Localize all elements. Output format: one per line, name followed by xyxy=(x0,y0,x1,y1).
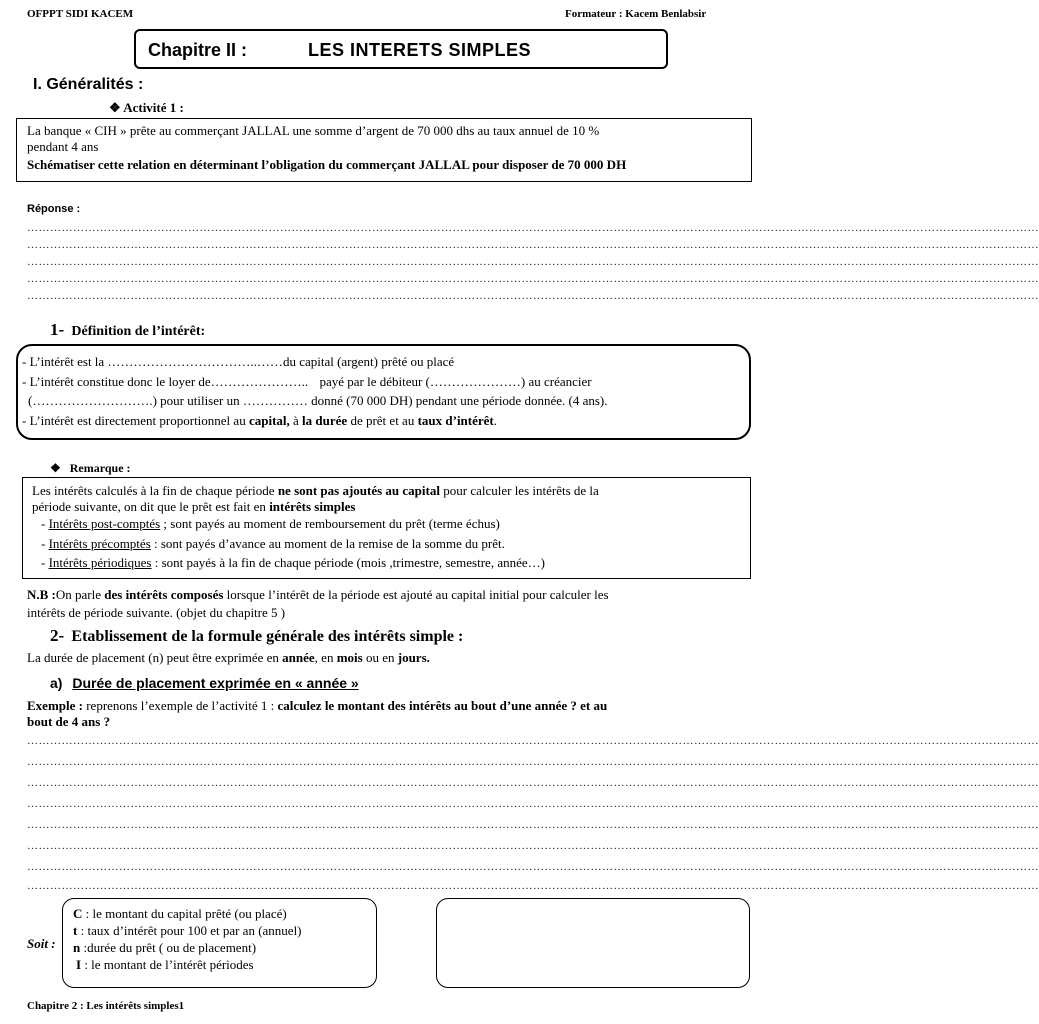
soit-n xyxy=(73,940,256,956)
exemple-dots-3: ………………………………………………………………………………………………………………………………………………………………………………………………………………………………………… xyxy=(27,777,1039,789)
remarque-label: Remarque : xyxy=(69,461,131,475)
remarque-item-periodiques: - Intérêts périodiques : sont payés à la fin de chaque période (mois ,trimestre, semestre, année…) xyxy=(41,555,545,570)
reponse-dots-5: ………………………………………………………………………………………………………………………………………………………………………………………………………………………………………… xyxy=(27,290,1039,302)
definition-line-1 xyxy=(22,354,454,370)
remarque-item2-desc: : sont payés d’avance au moment de la remise de la somme du prêt. xyxy=(150,536,505,551)
soit-i xyxy=(76,957,254,973)
exemple-dots-5: ………………………………………………………………………………………………………………………………………………………………………………………………………………………………………… xyxy=(27,819,1039,831)
section2-title: Etablissement de la formule générale des intérêts simple xyxy=(71,628,455,645)
subsection-a-heading xyxy=(50,675,359,691)
exemple-dots-6: ………………………………………………………………………………………………………………………………………………………………………………………………………………………………………… xyxy=(27,840,1039,852)
activite-heading xyxy=(109,100,184,116)
section2-p-jours: jours. xyxy=(397,650,430,665)
remarque-p2-a: période suivante, on dit que le prêt est fait en xyxy=(32,499,270,514)
definition-l4-taux: taux d’intérêt xyxy=(417,413,494,428)
definition-l4-e: de prêt et au xyxy=(347,413,418,428)
section2-paragraph xyxy=(27,650,430,666)
exemple-dots-2: ………………………………………………………………………………………………………………………………………………………………………………………………………………………………………… xyxy=(27,756,1039,768)
definition-box xyxy=(16,344,751,440)
definition-line-2 xyxy=(22,374,592,390)
soit-i-text: : le montant de l’intérêt périodes xyxy=(81,957,254,972)
definition-title: Définition de l’intérêt: xyxy=(71,324,206,339)
remarque-p2 xyxy=(32,499,355,515)
exemple-line-1 xyxy=(27,698,607,714)
remarque-item3-term: Intérêts périodiques xyxy=(48,555,152,570)
remarque-item-precomptes: - Intérêts précomptés : sont payés d’avance au moment de la remise de la somme du prêt. xyxy=(41,536,505,551)
exemple-dots-7: ………………………………………………………………………………………………………………………………………………………………………………………………………………………………………… xyxy=(27,861,1039,873)
remarque-item1-term: Intérêts post-comptés xyxy=(48,516,161,531)
section-generalites: I. Généralités : xyxy=(33,76,144,93)
soit-n-sym: n xyxy=(73,940,81,955)
exemple-dots-4: ………………………………………………………………………………………………………………………………………………………………………………………………………………………………………… xyxy=(27,798,1039,810)
nb-c: des intérêts composés xyxy=(104,587,224,602)
activite-label: Activité 1 : xyxy=(123,100,184,115)
section2-p-e: ou en xyxy=(362,650,398,665)
nb-line-2: intérêts de période suivante. (objet du chapitre 5 ) xyxy=(27,605,286,620)
soit-c-sym: C xyxy=(73,906,83,921)
diamond-bullet-icon: ❖ xyxy=(109,100,121,115)
exemple-dots-8: ………………………………………………………………………………………………………………………………………………………………………………………………………………………………………… xyxy=(27,880,1039,892)
definition-l1-blank: - L’intérêt est la ……………………………..…… xyxy=(22,354,283,369)
remarque-p1-b: ne sont pas ajoutés au capital xyxy=(277,483,440,498)
soit-label: Soit : xyxy=(27,936,56,951)
soit-t-text: : taux d’intérêt pour 100 et par an (annuel) xyxy=(77,923,302,938)
remarque-item2-term: Intérêts précomptés xyxy=(48,536,151,551)
remarque-heading xyxy=(50,461,131,476)
definition-num: 1- xyxy=(50,320,65,339)
header-right: Formateur : Kacem Benlabsir xyxy=(565,8,707,20)
header-left: OFPPT SIDI KACEM xyxy=(27,8,134,20)
nb-line-1 xyxy=(27,587,609,603)
activite-box xyxy=(16,118,752,182)
remarque-item1-desc: ; sont payés au moment de remboursement du prêt (terme échus) xyxy=(160,516,500,531)
diamond-bullet-icon: ❖ xyxy=(50,461,61,475)
remarque-p1-c: pour calculer les intérêts de la xyxy=(439,483,599,498)
subsection-a-prefix: a) xyxy=(50,675,63,691)
section2-p-mois: mois xyxy=(336,650,363,665)
definition-l4-capital: capital, xyxy=(248,413,290,428)
section2-p-a: La durée de placement (n) peut être exprimée en xyxy=(27,650,283,665)
chapter-label: Chapitre II : xyxy=(148,40,248,60)
reponse-dots-4: ………………………………………………………………………………………………………………………………………………………………………………………………………………………………………… xyxy=(27,273,1039,285)
exemple-line-2: bout de 4 ans ? xyxy=(27,714,111,729)
reponse-dots-1: ………………………………………………………………………………………………………………………………………………………………………………………………………………………………………… xyxy=(27,222,1039,234)
soit-c-text: : le montant du capital prêté (ou placé) xyxy=(82,906,287,921)
reponse-dots-3: ………………………………………………………………………………………………………………………………………………………………………………………………………………………………………… xyxy=(27,256,1039,268)
nb-b: On parle xyxy=(55,587,105,602)
definition-heading xyxy=(50,320,205,340)
subsection-a-title: Durée de placement exprimée en « année » xyxy=(72,675,359,691)
formula-answer-box xyxy=(436,898,750,988)
section2-colon: : xyxy=(454,628,464,645)
reponse-dots-2: ………………………………………………………………………………………………………………………………………………………………………………………………………………………………………… xyxy=(27,239,1039,251)
reponse-label: Réponse : xyxy=(27,203,81,215)
remarque-item3-desc: : sont payés à la fin de chaque période (mois ,trimestre, semestre, année…) xyxy=(151,555,545,570)
definition-l4-g: . xyxy=(493,413,498,428)
definition-line-3: (……………………….) pour utiliser un …………… donné (70 000 DH) pendant une période donnée. (4 ans). xyxy=(28,393,608,408)
definition-l1-rest: du capital (argent) prêté ou placé xyxy=(282,354,455,369)
chapter-title: LES INTERETS SIMPLES xyxy=(308,40,532,60)
activite-question: Schématiser cette relation en déterminant l’obligation du commerçant JALLAL pour disposer de 70 000 DH xyxy=(27,157,627,172)
soit-t-sym: t xyxy=(73,923,78,938)
definition-line-4 xyxy=(22,413,497,429)
remarque-p1 xyxy=(32,483,599,499)
definition-l4-a: - L’intérêt est directement proportionnel au xyxy=(22,413,249,428)
soit-i-sym: I xyxy=(76,957,82,972)
activite-text-1: La banque « CIH » prête au commerçant JALLAL une somme d’argent de 70 000 dhs au taux annuel de 10 % xyxy=(27,123,600,138)
definition-l2-start: - L’intérêt constitue donc le loyer de………………….. xyxy=(22,374,309,389)
exemple-a: reprenons l’exemple de l’activité 1 : xyxy=(82,698,278,713)
definition-l4-duree: la durée xyxy=(302,413,348,428)
soit-n-text: :durée du prêt ( ou de placement) xyxy=(80,940,257,955)
soit-t xyxy=(73,923,302,939)
nb-label: N.B : xyxy=(27,587,56,602)
exemple-b: calculez le montant des intérêts au bout d’une année ? et au xyxy=(277,698,608,713)
remarque-box xyxy=(22,477,751,579)
definition-l2-mid: payé par le débiteur (…………………) xyxy=(319,374,526,389)
exemple-label: Exemple : xyxy=(27,698,83,713)
soit-definitions-box xyxy=(62,898,377,988)
definition-l2-end: au créancier xyxy=(528,374,592,389)
section2-heading xyxy=(50,626,463,646)
section2-num: 2- xyxy=(50,626,65,645)
remarque-p1-a: Les intérêts calculés à la fin de chaque période xyxy=(32,483,278,498)
remarque-p2-b: intérêts simples xyxy=(269,499,356,514)
activite-text-2: pendant 4 ans xyxy=(27,139,99,154)
definition-l4-c: à xyxy=(289,413,303,428)
exemple-dots-1: ………………………………………………………………………………………………………………………………………………………………………………………………………………………………………… xyxy=(27,735,1039,747)
section2-p-c: , en xyxy=(314,650,337,665)
section2-p-annee: année xyxy=(282,650,315,665)
soit-c xyxy=(73,906,287,922)
chapter-title-box xyxy=(134,29,668,69)
footer: Chapitre 2 : Les intérêts simples1 xyxy=(27,1000,185,1012)
remarque-item-postcomptes: - Intérêts post-comptés ; sont payés au moment de remboursement du prêt (terme échus) xyxy=(41,516,500,531)
nb-d: lorsque l’intérêt de la période est ajouté au capital initial pour calculer les xyxy=(223,587,609,602)
